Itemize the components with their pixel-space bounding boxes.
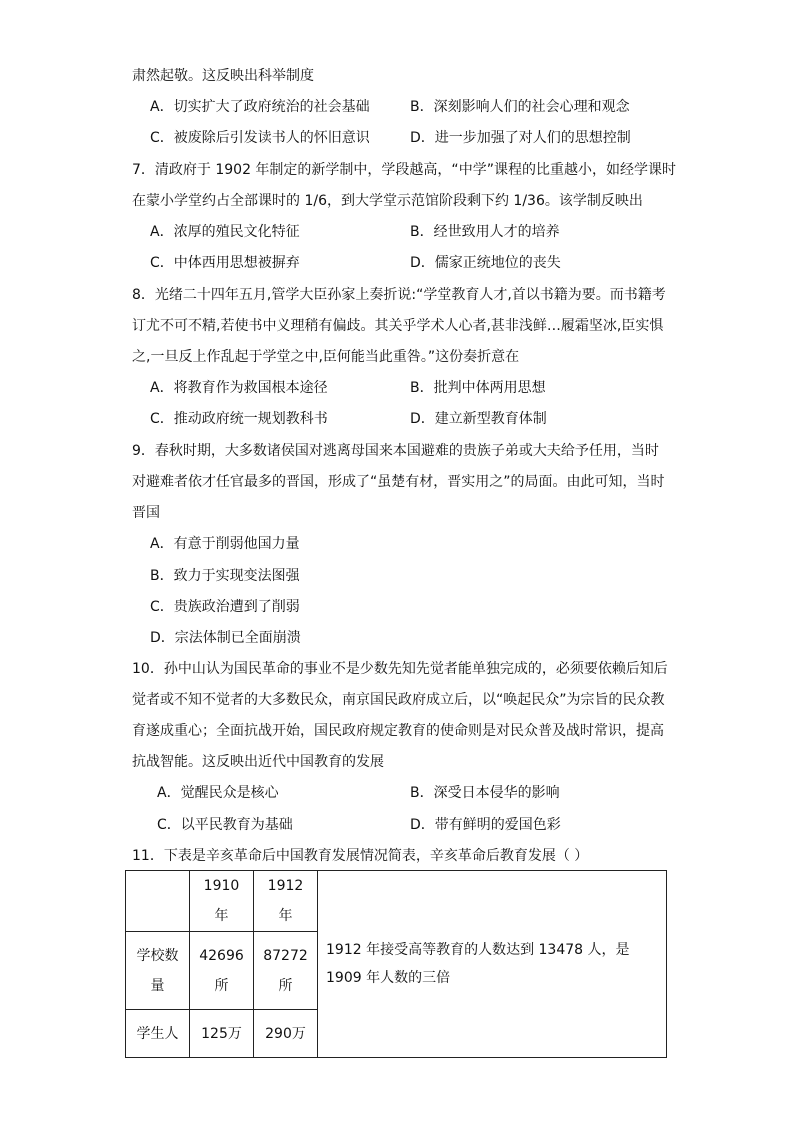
q9-stem-line1: 9．春秋时期，大多数诸侯国对逃离母国来本国避难的贵族子弟或大夫给予任用，当时 xyxy=(132,443,659,459)
q6-option-c: C．被废除后引发读书人的怀旧意识 xyxy=(150,130,370,146)
table-cell: 125万 xyxy=(190,1010,254,1058)
table-header-cell xyxy=(126,871,190,932)
table-cell: 学生人 xyxy=(126,1010,190,1058)
q10-stem-line4: 抗战智能。这反映出近代中国教育的发展 xyxy=(132,754,384,770)
table-note-cell: 1912 年接受高等教育的人数达到 13478 人，是 1909 年人数的三倍 xyxy=(318,871,667,1058)
q10-stem-line1: 10．孙中山认为国民革命的事业不是少数先知先觉者能单独完成的，必须要依赖后知后 xyxy=(132,661,668,677)
q8-option-d: D．建立新型教育体制 xyxy=(410,411,547,427)
q7-option-b: B．经世致用人才的培养 xyxy=(410,224,560,240)
q9-option-c: C．贵族政治遭到了削弱 xyxy=(150,599,300,615)
q7-stem-line2: 在蒙小学堂约占全部课时的 1/6，到大学堂示范馆阶段剩下约 1/36。该学制反映出 xyxy=(132,193,643,209)
table-header-cell: 1912 年 xyxy=(254,871,318,932)
q7-option-d: D．儒家正统地位的丧失 xyxy=(410,255,561,271)
q6-option-d: D．进一步加强了对人们的思想控制 xyxy=(410,130,631,146)
q10-stem-line3: 育遂成重心；全面抗战开始，国民政府规定教育的使命则是对民众普及战时常识，提高 xyxy=(132,723,664,739)
education-table xyxy=(125,870,667,1058)
q8-option-a: A．将教育作为救国根本途径 xyxy=(150,380,328,396)
table-header-row xyxy=(126,871,667,932)
q10-option-c: C．以平民教育为基础 xyxy=(157,817,293,833)
table-header-cell: 1910 年 xyxy=(190,871,254,932)
table-cell: 42696所 xyxy=(190,932,254,1010)
table-cell: 学校数量 xyxy=(126,932,190,1010)
q10-stem-line2: 觉者或不知不觉者的大多数民众，南京国民政府成立后，以“唤起民众”为宗旨的民众教 xyxy=(132,692,665,708)
q9-option-b: B．致力于实现变法图强 xyxy=(150,568,300,584)
q7-option-c: C．中体西用思想被摒弃 xyxy=(150,255,300,271)
q8-option-b: B．批判中体两用思想 xyxy=(410,380,546,396)
table-cell: 290万 xyxy=(254,1010,318,1058)
q10-option-b: B．深受日本侵华的影响 xyxy=(410,785,560,801)
table-cell: 87272所 xyxy=(254,932,318,1010)
q6-stem-tail: 肃然起敬。这反映出科举制度 xyxy=(132,68,314,84)
q8-stem-line1: 8．光绪二十四年五月,管学大臣孙家上奏折说:“学堂教育人才,首以书籍为要。而书籍考 xyxy=(132,287,666,303)
q9-option-d: D．宗法体制已全面崩溃 xyxy=(150,630,301,646)
q11-stem: 11．下表是辛亥革命后中国教育发展情况简表，辛亥革命后教育发展（ ） xyxy=(132,848,589,864)
q8-stem-line3: 之,一旦反上作乱起于学堂之中,臣何能当此重咎。”这份奏折意在 xyxy=(132,349,520,365)
q9-option-a: A．有意于削弱他国力量 xyxy=(150,536,300,552)
q7-stem-line1: 7．清政府于 1902 年制定的新学制中，学段越高，“中学”课程的比重越小，如经学课时 xyxy=(132,162,676,178)
q9-stem-line3: 晋国 xyxy=(132,505,160,521)
q7-option-a: A．浓厚的殖民文化特征 xyxy=(150,224,300,240)
q6-option-a: A．切实扩大了政府统治的社会基础 xyxy=(150,99,370,115)
q9-stem-line2: 对避难者依才任官最多的晋国，形成了“虽楚有材，晋实用之”的局面。由此可知，当时 xyxy=(132,474,665,490)
q8-option-c: C．推动政府统一规划教科书 xyxy=(150,411,328,427)
q10-option-a: A．觉醒民众是核心 xyxy=(157,785,279,801)
q6-option-b: B．深刻影响人们的社会心理和观念 xyxy=(410,99,630,115)
q8-stem-line2: 订尤不可不精,若使书中义理稍有偏歧。其关乎学术人心者,甚非浅鲜…履霜坚冰,臣实惧 xyxy=(132,318,664,334)
q10-option-d: D．带有鲜明的爱国色彩 xyxy=(410,817,561,833)
